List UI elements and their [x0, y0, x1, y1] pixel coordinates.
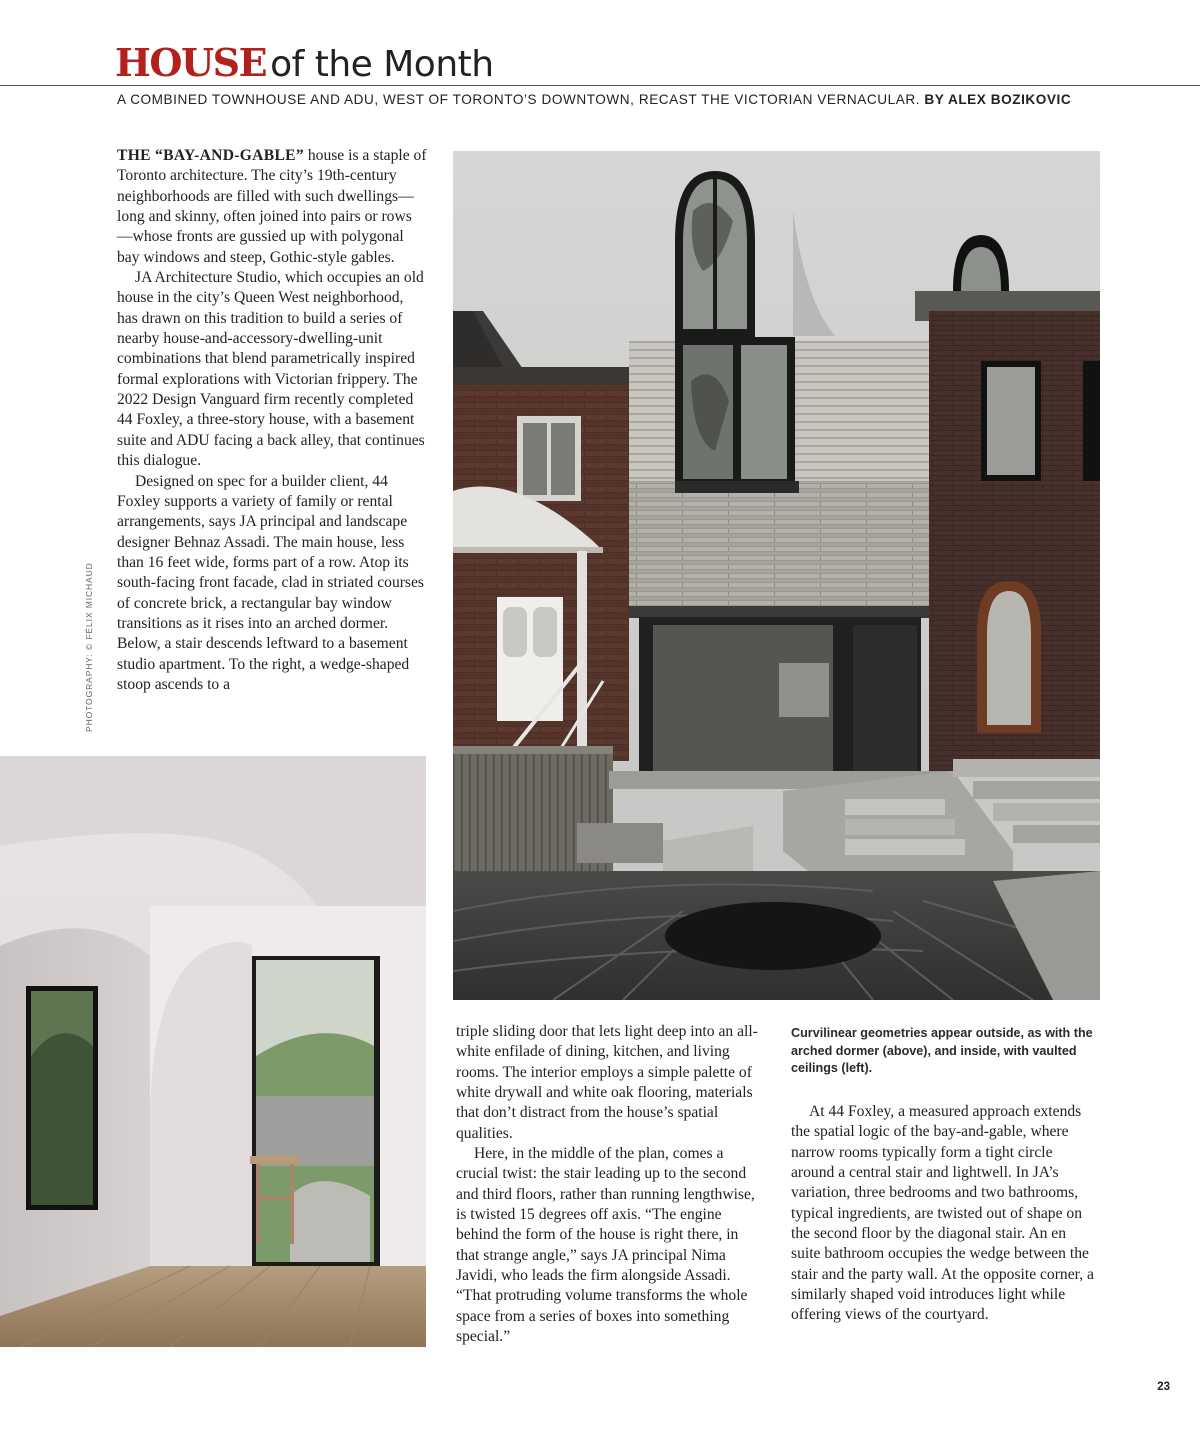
article-column-2 [456, 1022, 762, 1348]
photo-caption: Curvilinear geometries appear outside, as with the arched dormer (above), and inside, with vaulted ceilings (left). [791, 1026, 1093, 1075]
photo-credit-text: PHOTOGRAPHY: © FÉLIX MICHAUD [84, 562, 94, 732]
exterior-photo [453, 151, 1100, 1000]
paragraph [117, 146, 427, 268]
paragraph: triple sliding door that lets light deep into an all-white enfilade of dining, kitchen, and living rooms. The interior employs a simple palette of white drywall and white oak flooring, materials that don’t distract from the house’s spatial qualities. [456, 1023, 758, 1142]
article-column-3 [791, 1102, 1097, 1326]
page-number: 23 [1157, 1381, 1170, 1393]
paragraph: JA Architecture Studio, which occupies an old house in the city’s Queen West neighborhood, has drawn on this tradition to build a series of nearby house-and-accessory-dwelling-unit combinations that blend parametrically inspired formal explorations with Victorian frippery. The 2022 Design Vanguard firm recently completed 44 Foxley, a three-story house, with a basement suite and ADU facing a back alley, that continues this dialogue. [117, 269, 425, 470]
paragraph: Here, in the middle of the plan, comes a crucial twist: the stair leading up to the second and third floors, rather than running lengthwise, is twisted 15 degrees off axis. “The engine behind the form of the house is right there, in that strange angle,” says JA principal Nima Javidi, who leads the firm alongside Assadi. “That protruding volume transforms the whole space from a series of boxes into something special.” [456, 1145, 755, 1346]
header-divider [0, 85, 1200, 86]
paragraph-text: house is a staple of Toronto architecture. The city’s 19th-century neighborhoods are filled with such dwellings—long and skinny, often joined into pairs or rows—whose fronts are gussied up with polygonal bay windows and steep, Gothic-style gables. [117, 147, 427, 266]
photo-credit [79, 562, 99, 735]
exterior-photo-graphic [453, 151, 1100, 1000]
paragraph: At 44 Foxley, a measured approach extends the spatial logic of the bay-and-gable, where narrow rooms typically form a tight circle around a central stair and lightwell. In JA’s variation, three bedrooms and two bathrooms, typical ingredients, are twisted out of shape on the second floor by the diagonal stair. An en suite bathroom occupies the wedge between the stair and the party wall. At the opposite corner, a similarly shaped void introduces light while offering views of the courtyard. [791, 1103, 1094, 1324]
lead-in: THE “BAY-AND-GABLE” [117, 147, 304, 164]
interior-photo [0, 756, 426, 1347]
paragraph: Designed on spec for a builder client, 44 Foxley supports a variety of family or rental arrangements, says JA principal and landscape designer Behnaz Assadi. The main house, less than 16 feet wide, forms part of a row. Atop its south-facing front facade, clad in striated courses of concrete brick, a rectangular bay window transitions as it rises into an arched dormer. Below, a stair descends leftward to a basement studio apartment. To the right, a wedge-shaped stoop ascends to a [117, 472, 424, 693]
article-column-1 [117, 146, 427, 695]
section-title-rest: of the Month [270, 44, 494, 85]
deck-text: A COMBINED TOWNHOUSE AND ADU, WEST OF TORONTO’S DOWNTOWN, RECAST THE VICTORIAN VERNACULAR. [117, 92, 921, 107]
section-title-bold: HOUSE [115, 40, 267, 85]
interior-photo-graphic [0, 756, 426, 1347]
byline: BY ALEX BOZIKOVIC [924, 92, 1072, 107]
article-deck [117, 92, 1117, 107]
section-title [115, 40, 494, 84]
